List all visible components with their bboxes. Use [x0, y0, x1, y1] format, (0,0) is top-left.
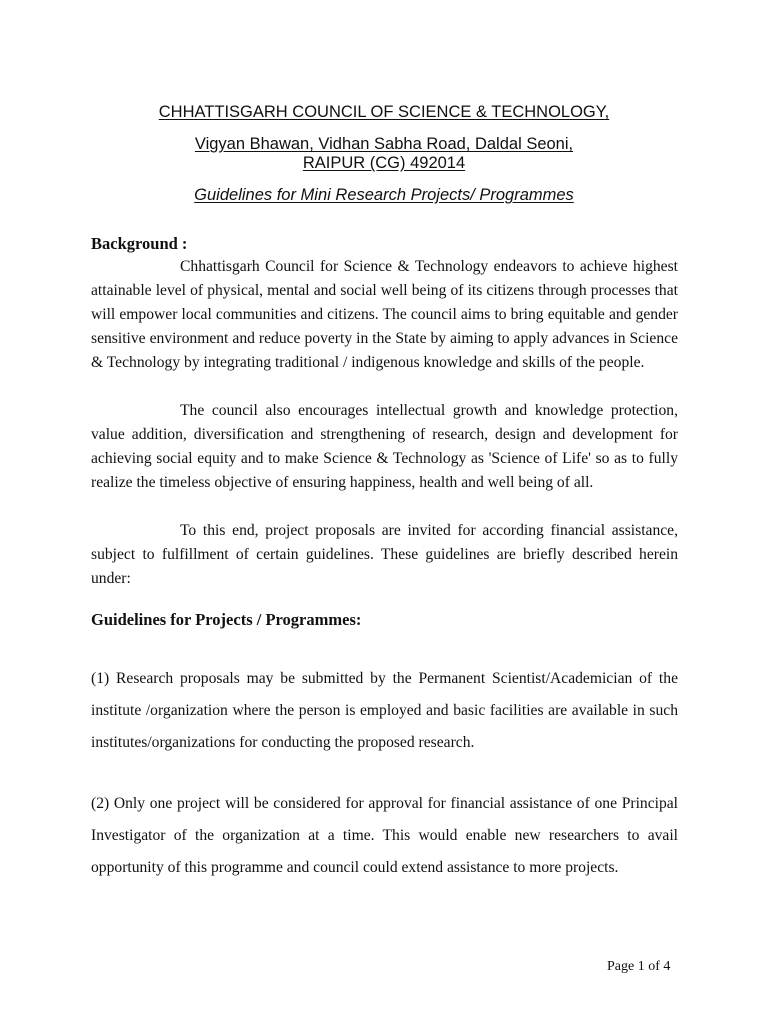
- address-line-2: RAIPUR (CG) 492014: [302, 154, 466, 172]
- guideline-item-1: (1) Research proposals may be submitted by the Permanent Scientist/Academician of the institute /organization where the person is employed and basic facilities are available in such institutes/organizations for conducting the proposed research.: [91, 670, 678, 751]
- background-heading: Background :: [91, 234, 188, 253]
- background-paragraph-2: The council also encourages intellectual growth and knowledge protection, value addition, diversification and strengthening of research, design and development for achieving social equity and to make Science & Technology as 'Science of Life' so as to fully realize the timeless objective of ensuring happiness, health and well being of all.: [91, 402, 678, 492]
- guideline-item-2: (2) Only one project will be considered for approval for financial assistance of one Principal Investigator of the organization at a time. This would enable new researchers to avail opportunity of this programme and council could extend assistance to more projects.: [91, 795, 678, 876]
- document-title: Guidelines for Mini Research Projects/ Programmes: [194, 186, 574, 204]
- background-paragraph-3: To this end, project proposals are invited for according financial assistance, subject to fulfillment of certain guidelines. These guidelines are briefly described herein under:: [91, 522, 678, 588]
- address-line-1: Vigyan Bhawan, Vidhan Sabha Road, Daldal Seoni,: [194, 135, 574, 153]
- background-paragraph-1: Chhattisgarh Council for Science & Technology endeavors to achieve highest attainable level of physical, mental and social well being of its citizens through processes that will empower local communities and citizens. The council aims to bring equitable and gender sensitive environment and reduce poverty in the State by aiming to apply advances in Science & Technology by integrating traditional / indigenous knowledge and skills of the people.: [91, 258, 678, 372]
- org-name: CHHATTISGARH COUNCIL OF SCIENCE & TECHNOLOGY,: [158, 103, 610, 121]
- page-number: Page 1 of 4: [607, 959, 671, 974]
- guidelines-heading: Guidelines for Projects / Programmes:: [91, 610, 362, 629]
